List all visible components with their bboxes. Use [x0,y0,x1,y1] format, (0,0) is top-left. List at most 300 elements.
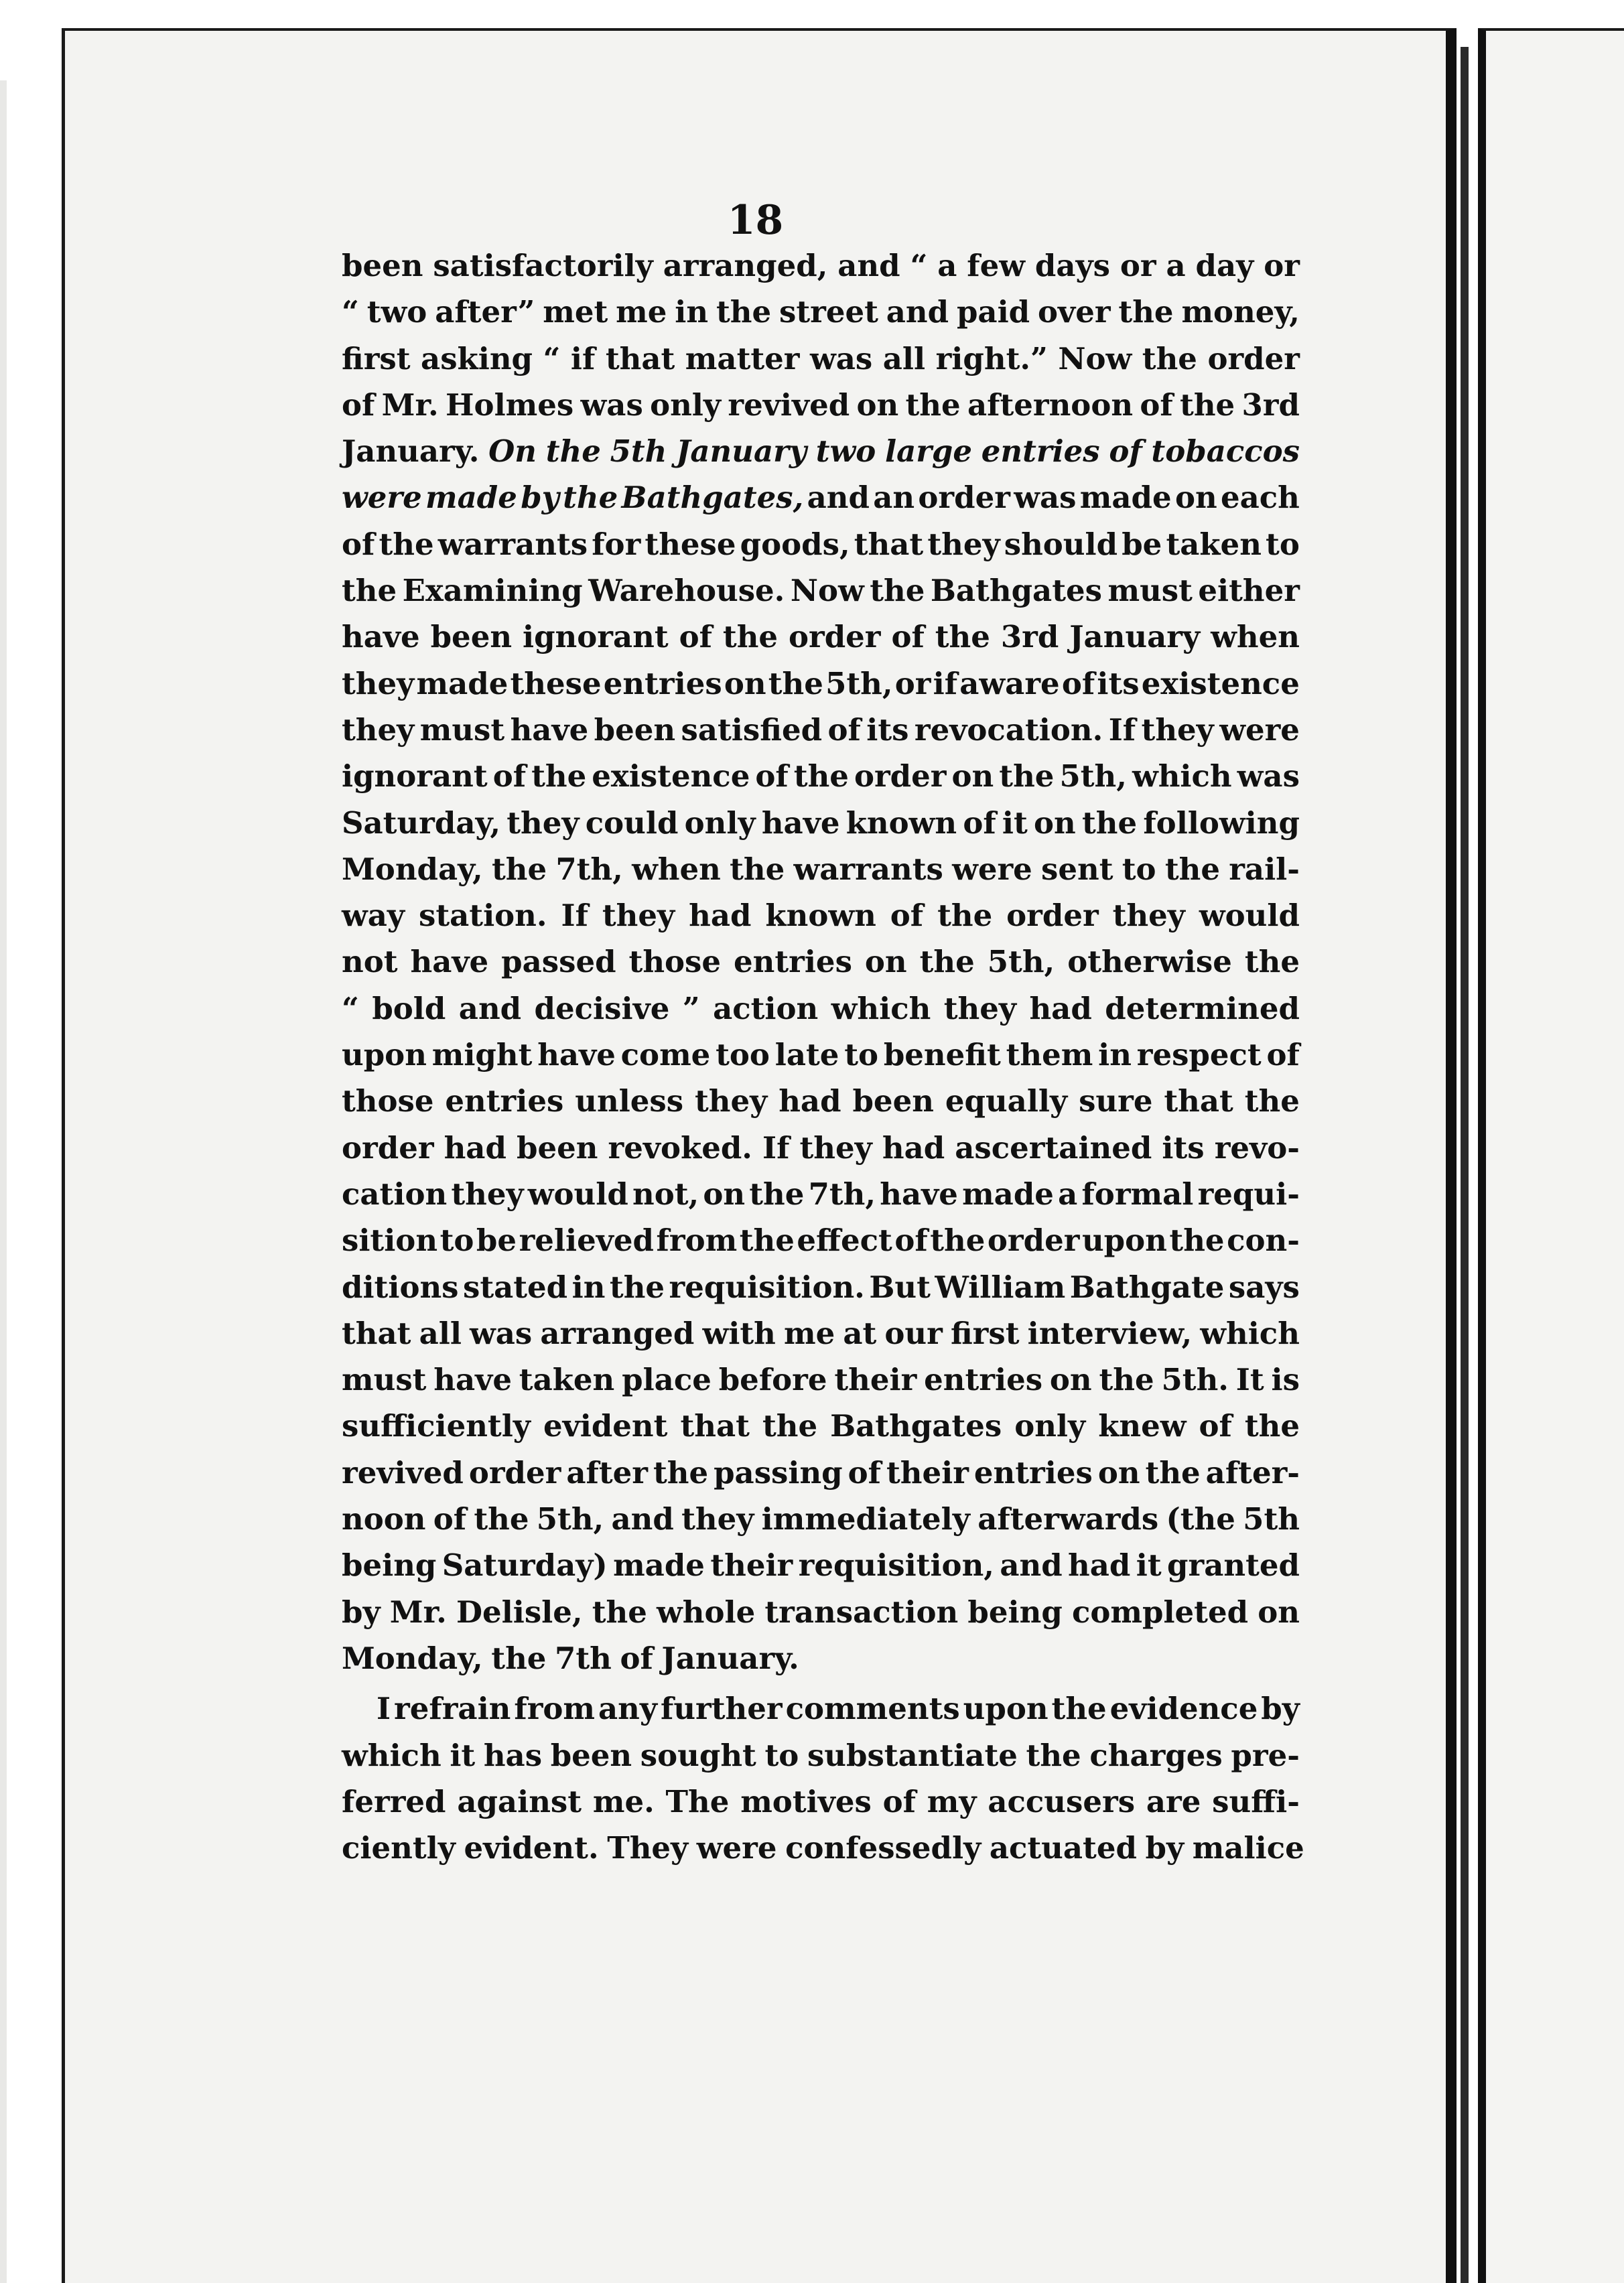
word: charges [1089,1737,1223,1773]
word: had [1068,1547,1131,1584]
word: the [474,1501,529,1537]
word: made [425,480,517,516]
word: order [342,1129,434,1166]
word: January [1069,619,1201,655]
word: they [602,898,675,934]
word: 5th [1243,1501,1300,1537]
word: entries [924,1362,1043,1398]
word: made [613,1547,705,1584]
word: a [937,248,957,283]
word: equally [945,1083,1068,1119]
body-text [342,243,1304,1871]
word: when [632,851,721,887]
word: and [458,990,522,1026]
text-line [342,382,1300,428]
word: a [1058,1176,1078,1212]
word: might [431,1037,533,1073]
word: sition [342,1223,438,1259]
word: which [342,1737,442,1773]
word: the [749,1176,805,1212]
word: 5th, [825,665,893,701]
word: they [1112,898,1185,934]
word: of [848,1454,882,1491]
word: our [884,1315,943,1351]
word: ignorant [522,619,669,655]
word: 5th, [536,1501,604,1537]
text-line [342,567,1300,614]
word: of [1109,433,1142,470]
word: had [882,1129,945,1166]
text-line [342,1685,1300,1732]
word: they [451,1176,524,1212]
word: been [550,1737,632,1773]
word: sent [1041,851,1113,887]
word: the [739,1223,795,1259]
word: substantiate [807,1737,1018,1773]
text-line [342,800,1300,846]
word: ferred [342,1783,446,1819]
word: Now [790,573,864,609]
word: order [918,480,1010,516]
word: and [611,1501,674,1537]
word: satisfactorily [433,248,653,283]
word: those [628,944,722,980]
word: benefit [883,1037,1001,1073]
word: and [837,248,900,283]
word: the [491,851,547,887]
word: the [1244,1408,1300,1444]
word: ditions [342,1269,459,1305]
word: “ [543,340,561,376]
word: 5th [610,433,667,470]
text-line [342,521,1300,567]
word: entries [603,665,722,701]
word: on [1174,480,1217,516]
word: Mr. [381,387,439,423]
word: warrants [437,526,588,562]
word: the [379,526,434,562]
word: in [571,1269,606,1305]
word: revived [728,387,850,423]
word: either [1198,573,1300,609]
word: on [1034,805,1076,841]
word: evident. [464,1830,599,1866]
word: taken [1166,526,1262,562]
word: be [1122,526,1162,562]
word: have [880,1176,958,1212]
word: But [869,1269,931,1305]
word: order [788,619,881,655]
word: afterwards [977,1501,1159,1537]
word: actuated [989,1830,1137,1866]
word: street [779,294,878,330]
word: could [585,805,679,841]
word: first [342,340,411,376]
word: sure [1079,1083,1153,1119]
text-line [342,1403,1300,1449]
word: been [852,1083,934,1119]
word: money, [1181,294,1300,330]
word: been [517,1129,598,1166]
word: was [1237,758,1300,794]
word: large [884,433,973,470]
word: 3rd [1000,619,1059,655]
word: or [1120,248,1156,283]
word: me [616,294,667,330]
word: these [645,526,736,562]
word: on [1049,1362,1092,1398]
word: January [676,433,807,470]
word: were [342,480,422,516]
word: made [416,665,509,701]
word: all [419,1315,462,1351]
word: of [492,758,527,794]
word: in [1098,1037,1132,1073]
word: revoked. [608,1129,752,1166]
word: decisive [534,990,670,1026]
word: only [650,387,722,423]
word: the [653,1454,709,1491]
word: with [702,1315,776,1351]
text-line [342,1732,1300,1779]
word: of [890,898,924,934]
word: on [1258,1594,1300,1630]
word: that [1164,1083,1233,1119]
word: revo- [1214,1129,1300,1166]
word: the [793,758,849,794]
word: of [882,1783,916,1819]
text-line [342,336,1300,382]
word: order [854,758,947,794]
word: 5th, [1059,758,1127,794]
text-line [342,1825,1304,1871]
word: they [927,526,1000,562]
word: Holmes [446,387,574,423]
word: on [724,665,766,701]
text-line [342,985,1300,1032]
word: It [1235,1362,1264,1398]
word: not [342,944,398,980]
word: of [1266,1037,1300,1073]
word: been [594,711,676,748]
word: the [1142,340,1197,376]
word: met [543,294,608,330]
word: Bathgates [930,573,1102,609]
text-line [342,1310,1300,1357]
word: after [566,1454,648,1491]
word: has [483,1737,543,1773]
word: were [952,851,1032,887]
word: few [967,248,1026,283]
text-line [342,661,1300,707]
text-line [342,1589,1300,1635]
word: had [779,1083,841,1119]
word: 3rd [1241,387,1300,423]
word: afternoon [967,387,1134,423]
word: and [1000,1547,1063,1584]
word: the [1180,387,1235,423]
word: the [1244,944,1300,980]
word: would [1199,898,1300,934]
word: to [1266,526,1300,562]
word: its [866,711,909,748]
word: Saturday, [342,805,500,841]
word: ” [682,990,700,1026]
word: have [433,1362,512,1398]
word: the [545,433,601,470]
text-line [342,707,1300,753]
word: the [1081,805,1138,841]
word: must [1107,573,1193,609]
word: was [809,340,873,376]
word: malice [1192,1830,1304,1866]
word: if [570,340,596,376]
word: if [933,665,958,701]
word: the [1099,1362,1154,1398]
word: the [1164,851,1220,887]
word: were [1219,711,1300,748]
word: motives [740,1783,872,1819]
word: con- [1227,1223,1300,1259]
word: Monday, [342,851,483,887]
word: to [764,1737,799,1773]
word: these [510,665,602,701]
word: Bathgates, [621,480,804,516]
text-line [342,289,1300,335]
word: accusers [988,1783,1136,1819]
word: completed [1071,1594,1249,1630]
word: relieved [519,1223,654,1259]
text-line [342,939,1300,985]
word: “ [910,248,928,283]
text-line [342,1450,1300,1496]
word: that [342,1315,411,1351]
text-line [342,1078,1300,1124]
word: warrants [793,851,943,887]
word: they [506,805,580,841]
word: only [1014,1408,1086,1444]
word: on [1097,1454,1140,1491]
word: it [450,1737,476,1773]
word: have [342,619,420,655]
word: their [834,1362,917,1398]
word: an [873,480,915,516]
word: revocation. [914,711,1103,748]
text-line [342,1496,1300,1542]
word: the [563,480,618,516]
word: satisfied [681,711,823,748]
word: 5th, [987,944,1055,980]
word: known [845,805,957,841]
word: of [755,758,789,794]
word: Mr. [389,1594,447,1630]
word: of [433,1501,467,1537]
word: Warehouse. [588,573,785,609]
word: or [1264,248,1300,283]
word: sought [640,1737,756,1773]
word: goods, [740,526,850,562]
word: on [864,944,907,980]
word: first [950,1315,1020,1351]
word: and [807,480,870,516]
word: cation [342,1176,448,1212]
word: comments [785,1691,960,1727]
word: was [1014,480,1077,516]
word: 7th, [808,1176,876,1212]
word: the [592,1594,647,1630]
word: made [1079,480,1172,516]
word: knew [1098,1408,1187,1444]
word: order [1207,340,1300,376]
word: of [891,619,925,655]
word: If [762,1129,790,1166]
word: They [607,1830,689,1866]
word: upon [342,1037,427,1073]
word: evidence [1109,1691,1258,1727]
word: 5th. [1161,1362,1229,1398]
scan-left-margin [0,80,7,2283]
word: they [342,665,415,701]
word: order [468,1454,561,1491]
word: the [491,1640,547,1676]
word: of [1199,1408,1232,1444]
word: must [342,1362,427,1398]
word: each [1220,480,1300,516]
word: bold [372,990,446,1026]
word: by [1261,1691,1300,1727]
word: noon [342,1501,426,1537]
word: their [886,1454,969,1491]
word: unless [575,1083,684,1119]
word: the [870,573,925,609]
word: when [1211,619,1300,655]
word: ignorant [342,758,488,794]
word: a [1166,248,1186,283]
word: immediately [761,1501,970,1537]
word: Delisle, [456,1594,583,1630]
word: entries [973,1454,1093,1491]
text-line [342,846,1300,892]
word: transaction [764,1594,959,1630]
word: entries [981,433,1100,470]
word: the [930,1223,986,1259]
word: the [722,619,779,655]
word: which [831,990,931,1026]
word: further [660,1691,783,1727]
word: day [1195,248,1254,283]
word: by [342,1594,381,1630]
word: tobaccos [1151,433,1300,470]
word: of [827,711,861,748]
word: matter [685,340,800,376]
word: existence [1141,665,1300,701]
word: 7th [555,1640,612,1676]
word: which [1132,758,1232,794]
word: On [488,433,537,470]
word: the [762,1408,818,1444]
word: have [537,1037,616,1073]
word: the [1026,1737,1081,1773]
word: right.” [935,340,1048,376]
word: all [882,340,926,376]
word: too [716,1037,770,1073]
word: in [675,294,709,330]
word: that [680,1408,750,1444]
word: have [410,944,489,980]
word: over [1038,294,1111,330]
word: The [665,1783,730,1819]
word: Saturday) [442,1547,608,1584]
word: it [1002,805,1028,841]
word: upon [963,1691,1048,1727]
word: be [476,1223,517,1259]
word: any [598,1691,658,1727]
word: existence [592,758,750,794]
word: rail- [1229,851,1300,887]
text-line [342,1635,1300,1681]
word: respect [1136,1037,1262,1073]
word: says [1228,1269,1300,1305]
word: late [774,1037,839,1073]
word: I [377,1691,391,1727]
word: after- [1205,1454,1300,1491]
word: the [1051,1691,1107,1727]
word: should [1004,526,1118,562]
word: order [1006,898,1099,934]
text-line [342,1779,1300,1825]
word: way [342,898,405,934]
word: to [1122,851,1156,887]
word: asking [421,340,533,376]
word: Monday, [342,1640,483,1676]
word: the [905,387,961,423]
word: of [1061,665,1095,701]
word: refrain [394,1691,511,1727]
word: of [963,805,996,841]
word: me [783,1315,835,1351]
word: have [761,805,840,841]
word: that [605,340,675,376]
word: 7th, [555,851,623,887]
word: Examining [402,573,583,609]
text-line [342,1542,1300,1588]
word: from [514,1691,596,1727]
word: only [684,805,756,841]
word: of [1140,387,1173,423]
word: stated [462,1269,568,1305]
word: are [1146,1783,1201,1819]
word: for [592,526,641,562]
word: Bathgates [830,1408,1002,1444]
page-edge-shadow [1461,47,1469,2283]
word: the [342,573,397,609]
word: against [457,1783,582,1819]
word: requisition. [669,1269,865,1305]
word: which [1200,1315,1300,1351]
word: aware [959,665,1060,701]
word: at [843,1315,877,1351]
word: them [1006,1037,1093,1073]
word: If [1108,711,1136,748]
text-line [342,428,1300,474]
text-line [342,1125,1300,1171]
word: “ [342,294,359,330]
word: the [919,944,975,980]
word: William [935,1269,1066,1305]
word: by [1145,1830,1185,1866]
word: effect [797,1223,892,1259]
word: of [894,1223,928,1259]
